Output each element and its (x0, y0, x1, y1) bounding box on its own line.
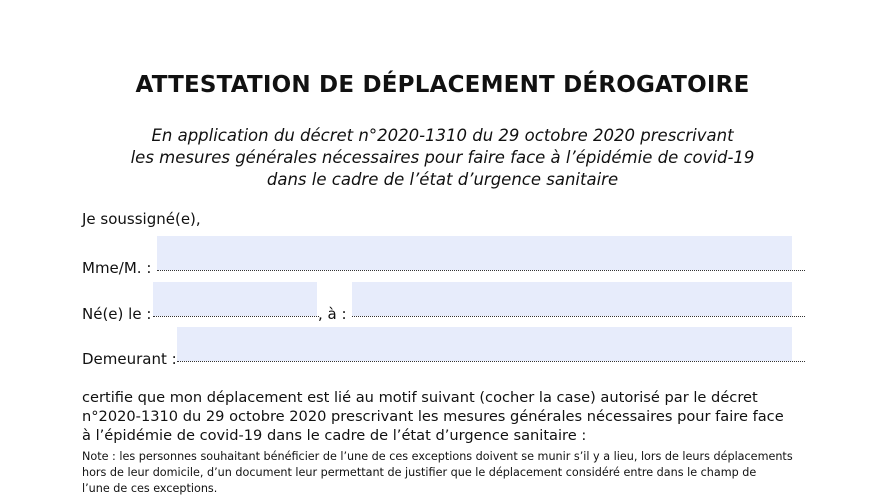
name-label: Mme/M. : (82, 259, 152, 277)
note-line-2: hors de leur domicile, d’un document leur permettant de justifier que le déplacement considéré entre dans le champ de (82, 466, 757, 479)
birthdate-input[interactable] (153, 282, 317, 316)
name-input[interactable] (157, 236, 792, 270)
note-line-1: Note : les personnes souhaitant bénéficier de l’une de ces exceptions doivent se munir s’il y a lieu, lors de leurs déplacements (82, 450, 793, 463)
name-dotted-line (157, 270, 805, 271)
subtitle-line-1: En application du décret n°2020-1310 du 29 octobre 2020 prescrivant (151, 126, 734, 145)
birthplace-input[interactable] (352, 282, 792, 316)
birthdate-dotted-line (153, 316, 319, 317)
address-input[interactable] (177, 327, 792, 361)
document-title: ATTESTATION DE DÉPLACEMENT DÉROGATOIRE (135, 72, 750, 98)
address-label: Demeurant : (82, 350, 177, 368)
birthplace-label: , à : (318, 305, 347, 323)
birthplace-dotted-line (352, 316, 805, 317)
certification-line-3: à l’épidémie de covid-19 dans le cadre de l’état d’urgence sanitaire : (82, 427, 587, 444)
intro-text: Je soussigné(e), (82, 210, 201, 228)
certification-line-1: certifie que mon déplacement est lié au motif suivant (cocher la case) autorisé par le décret (82, 389, 758, 406)
subtitle-line-2: les mesures générales nécessaires pour faire face à l’épidémie de covid-19 (130, 148, 755, 167)
subtitle-line-3: dans le cadre de l’état d’urgence sanitaire (266, 170, 619, 189)
note-line-3: l’une de ces exceptions. (82, 482, 218, 495)
certification-line-2: n°2020-1310 du 29 octobre 2020 prescrivant les mesures générales nécessaires pour faire face (82, 408, 784, 425)
birthdate-label: Né(e) le : (82, 305, 152, 323)
address-dotted-line (177, 361, 805, 362)
